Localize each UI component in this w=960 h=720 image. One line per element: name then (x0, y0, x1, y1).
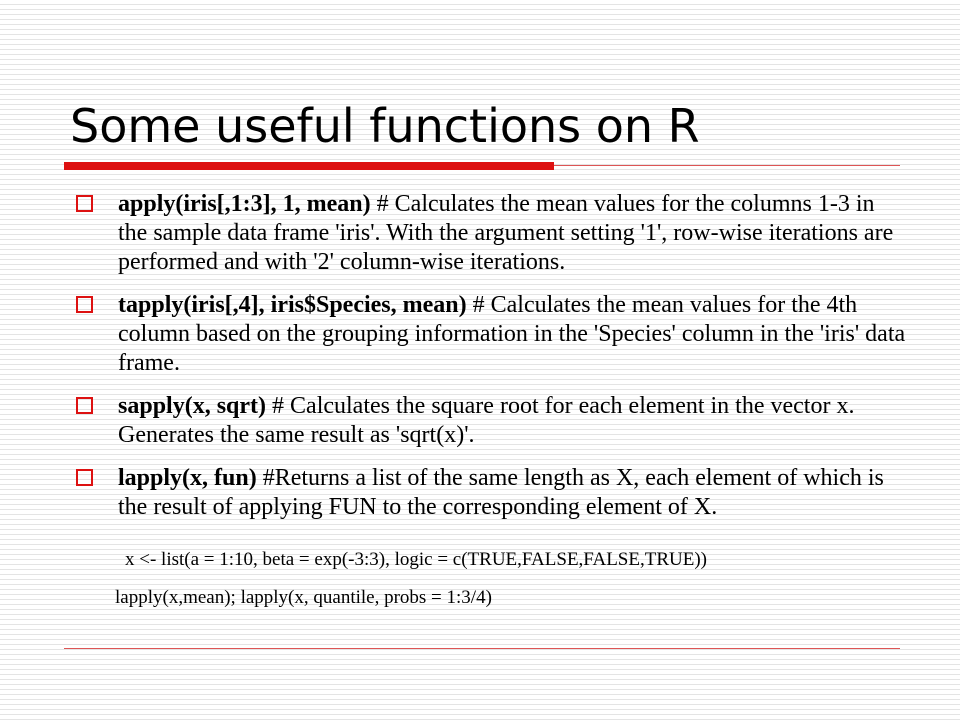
bullet-item-sapply (72, 392, 908, 450)
bullet-text (118, 392, 908, 450)
hollow-square-bullet-icon (76, 195, 93, 212)
title-underline-thin (554, 165, 900, 166)
code-example (115, 548, 925, 624)
bullet-code: lapply(x, fun) (118, 465, 257, 491)
footer-rule (64, 648, 900, 649)
code-line-list: x <- list(a = 1:10, beta = exp(-3:3), logic = c(TRUE,FALSE,FALSE,TRUE)) (125, 549, 707, 570)
bullet-description: # Calculates the mean values for the 4th column based on the grouping information in the 'Species' column in the 'iris' data frame. (118, 292, 906, 376)
hollow-square-bullet-icon (76, 469, 93, 486)
bullet-code: sapply(x, sqrt) (118, 393, 267, 419)
bullet-description: #Returns a list of the same length as X, each element of which is the result of applying FUN to the corresponding element of X. (118, 465, 884, 520)
hollow-square-bullet-icon (76, 296, 93, 313)
bullet-description: # Calculates the square root for each element in the vector x. Generates the same result as 'sqrt(x)'. (118, 393, 855, 448)
bullet-text (118, 464, 908, 522)
bullet-code: apply(iris[,1:3], 1, mean) (118, 191, 371, 217)
slide-title: Some useful functions on R (70, 99, 700, 153)
bullet-item-lapply (72, 464, 908, 522)
code-line-lapply: lapply(x,mean); lapply(x, quantile, probs = 1:3/4) (115, 587, 492, 608)
bullet-item-tapply (72, 291, 908, 378)
bullet-description: # Calculates the mean values for the columns 1-3 in the sample data frame 'iris'. With the argument setting '1', row-wise iterations are performed and with '2' column-wise iterations. (118, 191, 894, 275)
bullet-text (118, 190, 908, 277)
bullet-text (118, 291, 908, 378)
bullet-item-apply (72, 190, 908, 277)
bullet-code: tapply(iris[,4], iris$Species, mean) (118, 292, 467, 318)
title-underline-thick (64, 162, 554, 170)
bullet-list (72, 190, 908, 536)
hollow-square-bullet-icon (76, 397, 93, 414)
